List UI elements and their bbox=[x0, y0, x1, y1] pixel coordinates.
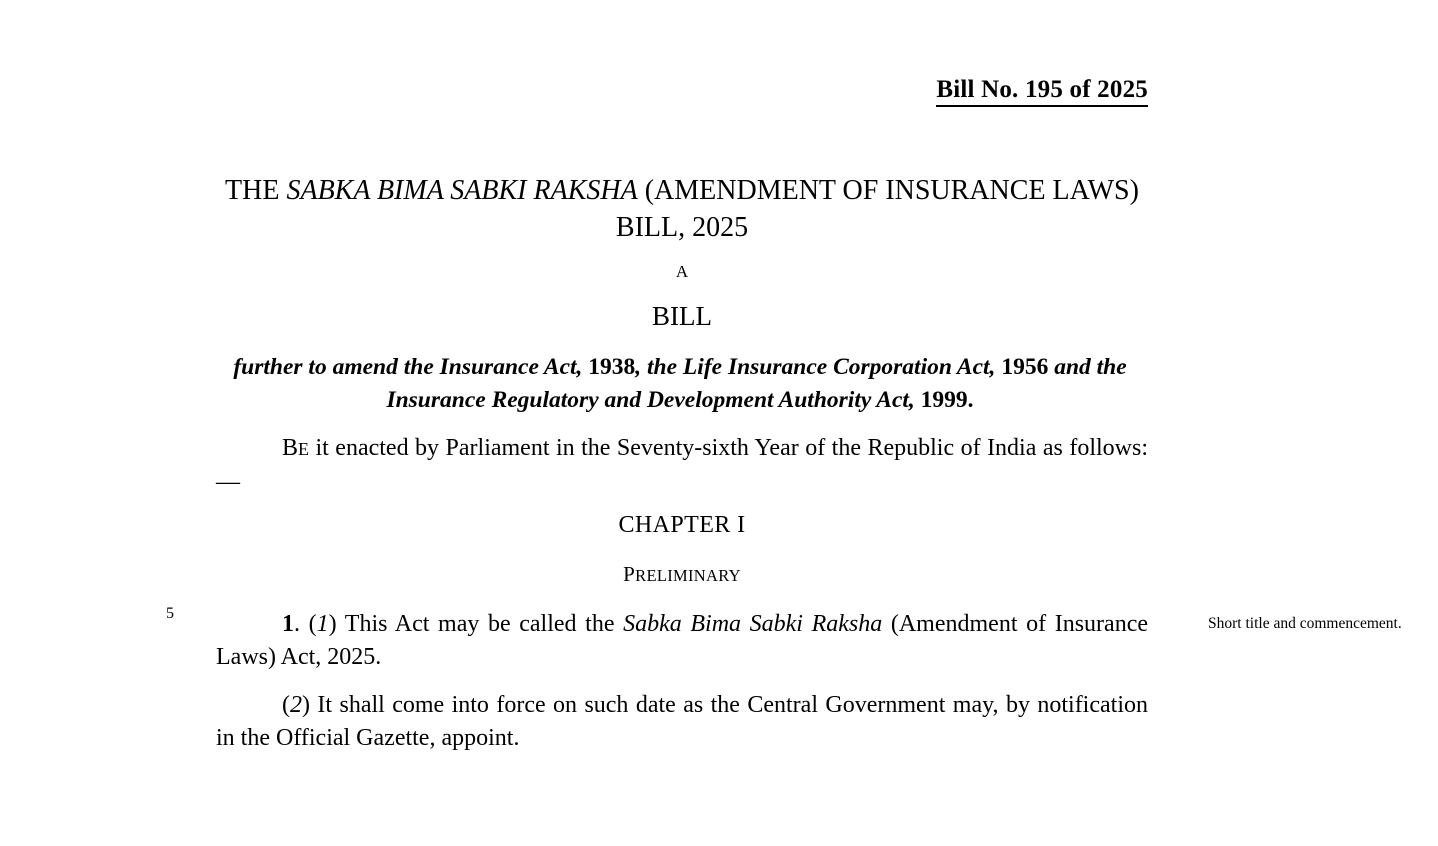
bill-title bbox=[216, 172, 1148, 246]
long-title-year2: 1956 bbox=[1001, 354, 1049, 380]
clause-2-text: It shall come into force on such date as the Central Government may, by notification in the Official Gazette, appoint. bbox=[216, 692, 1148, 751]
enacting-lead-smallcap: E bbox=[298, 439, 310, 459]
side-note-line-1: Short title and bbox=[1208, 615, 1296, 632]
chapter-subheading-smallcaps: RELIMINARY bbox=[635, 566, 741, 585]
enacting-formula-text: it enacted by Parliament in the Seventy-sixth Year of the Republic of India as follows:— bbox=[216, 435, 1148, 495]
long-title-part3: and the Insurance Regulatory and Development Authority Act, bbox=[386, 354, 1127, 413]
line-number-marker: 5 bbox=[166, 605, 174, 622]
chapter-subheading bbox=[216, 561, 1148, 589]
clause-2 bbox=[216, 689, 1148, 754]
clause-1-number-suffix: . ( bbox=[294, 611, 317, 637]
clause-1-act-name: Sabka Bima Sabki Raksha bbox=[623, 611, 883, 637]
bill-number-heading bbox=[0, 76, 1148, 104]
enacting-formula bbox=[216, 432, 1148, 498]
enacting-lead-capital: B bbox=[282, 435, 299, 461]
clause-1-text-before: This Act may be called the bbox=[344, 611, 624, 637]
side-note-short-title bbox=[1208, 611, 1413, 637]
side-note-line-2: commencement. bbox=[1299, 615, 1402, 632]
long-title-year3: 1999. bbox=[920, 386, 974, 413]
bill-title-suffix: (AMENDMENT OF INSURANCE LAWS) BILL, 2025 bbox=[615, 175, 1139, 243]
clause-1-number: 1 bbox=[282, 611, 294, 637]
word-bill: BILL bbox=[652, 301, 712, 331]
bill-title-prefix: THE bbox=[225, 175, 287, 206]
clause-2-close-paren: ) bbox=[302, 692, 318, 718]
article-a: A bbox=[675, 262, 689, 281]
clause-1 bbox=[216, 608, 1148, 673]
chapter-heading: CHAPTER I bbox=[618, 512, 746, 538]
long-title-year1: 1938 bbox=[588, 354, 636, 380]
clause-1-sub-close: ) bbox=[328, 611, 345, 637]
chapter-subheading-capital: P bbox=[623, 562, 636, 586]
clause-1-sub-number: 1 bbox=[316, 611, 329, 637]
bill-title-act-name: SABKA BIMA SABKI RAKSHA bbox=[286, 175, 638, 206]
clause-1-text-after: (Amendment of Insurance Laws) Act, 2025. bbox=[216, 611, 1148, 670]
long-title-part2: , the Life Insurance Corporation Act, bbox=[635, 354, 996, 380]
clause-2-open-paren: ( bbox=[282, 692, 290, 718]
clause-2-sub-number: 2 bbox=[290, 692, 302, 718]
bill-number-text: Bill No. 195 of 2025 bbox=[936, 76, 1148, 107]
long-title-part1: further to amend the Insurance Act, bbox=[233, 354, 583, 380]
long-title bbox=[205, 351, 1155, 416]
